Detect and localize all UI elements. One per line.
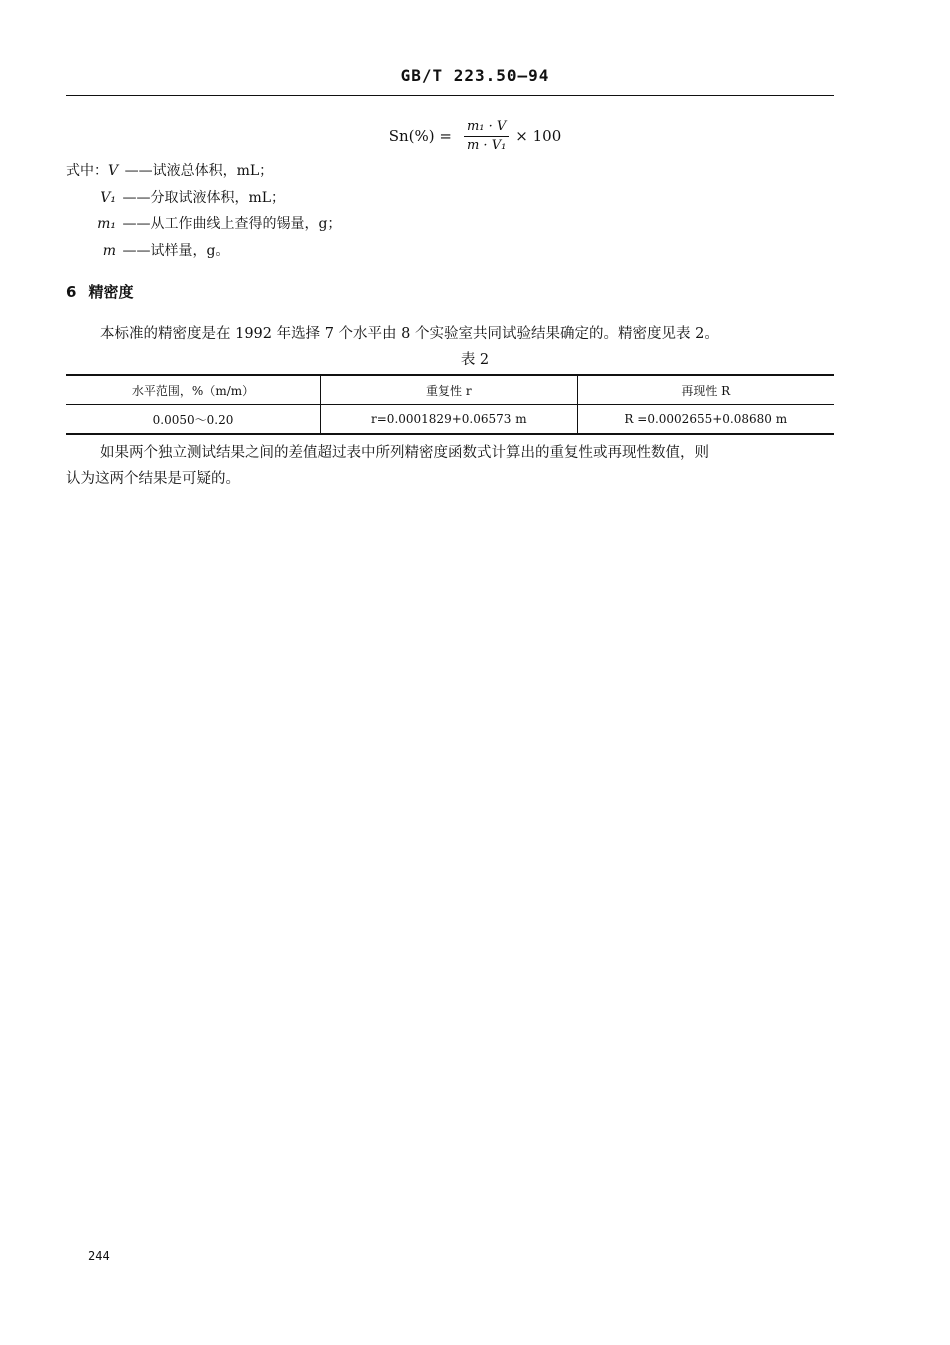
cell-level-range: 0.0050～0.20 [152, 412, 234, 427]
table-row [66, 405, 834, 435]
definition-text: ——分取试液体积，mL； [122, 189, 286, 206]
table-caption: 表 2 [460, 352, 490, 368]
variable-definitions [66, 161, 341, 267]
formula-numerator: m₁ · V [464, 119, 509, 137]
page-header: GB/T 223.50—94 [400, 66, 550, 85]
definition-text: ——试液总体积，mL； [124, 163, 274, 179]
section-title: 精密度 [88, 283, 134, 301]
doubt-paragraph-line: 认为这两个结果是可疑的。 [66, 471, 240, 487]
formula-lhs: Sn(%) = [388, 127, 452, 145]
column-header-repeatability: 重复性 r [321, 375, 577, 405]
cell-repeatability: r=0.0001829+0.06573 m [321, 405, 577, 435]
definitions-intro: 式中： [66, 163, 108, 179]
definition-row [66, 214, 341, 241]
tin-formula [0, 114, 950, 158]
formula-fraction [464, 119, 509, 154]
precision-paragraph: 本标准的精密度是在 1992 年选择 7 个水平由 8 个实验室共同试验结果确定的。精密度见表 2。 [100, 326, 719, 342]
definition-symbol: V [108, 163, 119, 179]
column-header-reproducibility: 再现性 R [577, 375, 834, 405]
definition-symbol: m₁ [97, 216, 116, 232]
formula-denominator: m · V₁ [466, 137, 507, 153]
definition-symbol: m [102, 242, 116, 259]
page-number: 244 [88, 1249, 110, 1263]
section-number: 6 [66, 283, 77, 301]
definition-text: ——试样量，g。 [122, 242, 230, 259]
table-header-row [66, 375, 834, 405]
precision-table [66, 374, 834, 435]
section-heading [66, 281, 133, 302]
column-header-level-range: 水平范围，%（m/m） [66, 375, 321, 405]
definition-text: ——从工作曲线上查得的锡量，g； [122, 216, 342, 232]
header-rule [66, 95, 834, 96]
definition-symbol: V₁ [100, 189, 116, 206]
definition-row [66, 188, 341, 215]
formula-rhs: × 100 [515, 127, 562, 145]
definition-row [66, 161, 341, 188]
doubt-paragraph-line: 如果两个独立测试结果之间的差值超过表中所列精密度函数式计算出的重复性或再现性数值，则 [100, 445, 709, 461]
cell-reproducibility: R =0.0002655+0.08680 m [577, 405, 834, 435]
doubt-paragraph [66, 440, 834, 492]
definition-row [66, 241, 341, 268]
